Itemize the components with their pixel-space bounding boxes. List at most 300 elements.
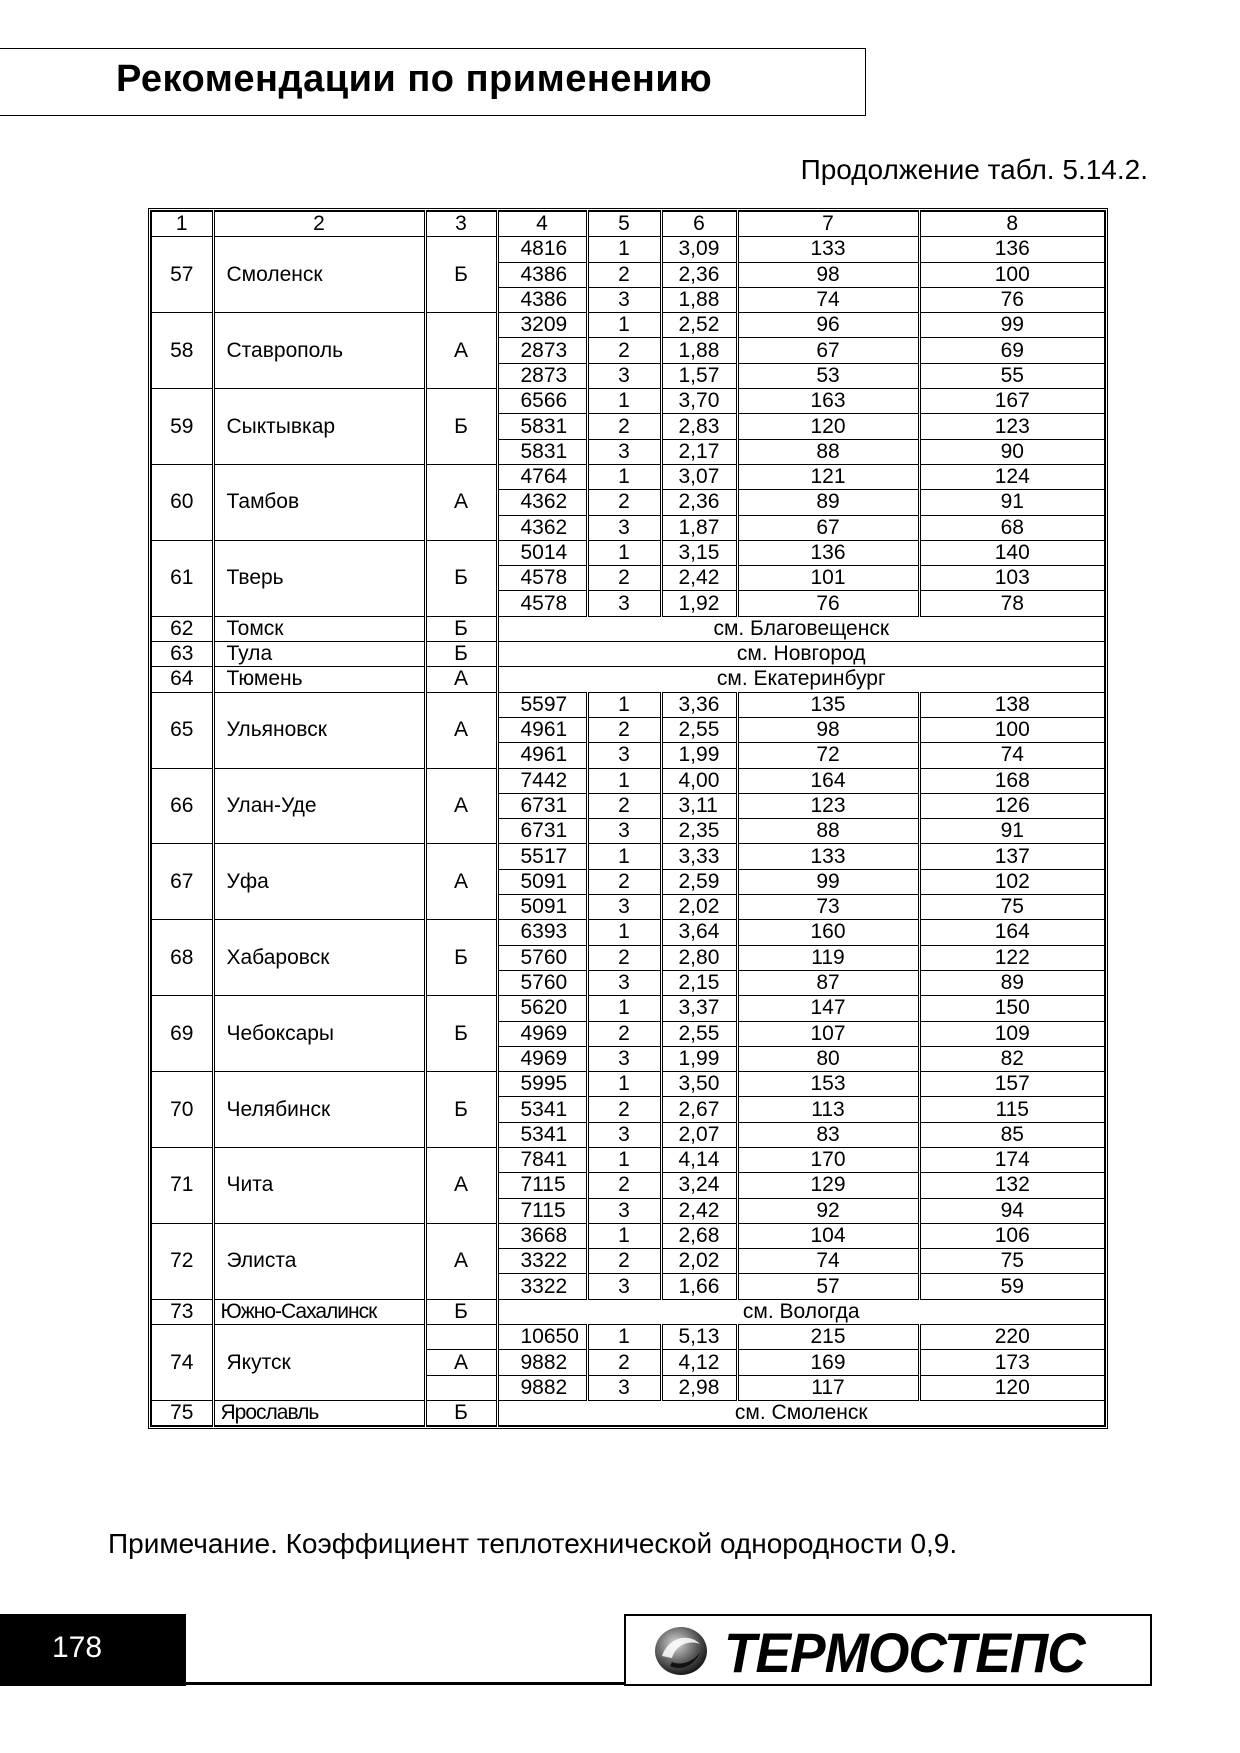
resistance-cell: 3,33 xyxy=(661,844,737,869)
thickness-b-cell: 122 xyxy=(919,945,1105,970)
resistance-cell: 3,09 xyxy=(661,237,737,262)
city-number: 57 xyxy=(151,237,213,313)
table-caption: Продолжение табл. 5.14.2. xyxy=(800,154,1148,185)
thickness-a-cell: 215 xyxy=(737,1325,919,1350)
degree-days-cell: 5995 xyxy=(497,1072,587,1097)
table-row xyxy=(151,1299,1105,1324)
climate-zone xyxy=(425,1325,497,1350)
city-name: Якутск xyxy=(213,1325,425,1401)
city-number: 61 xyxy=(151,540,213,616)
thickness-b-cell: 106 xyxy=(919,1223,1105,1248)
table-row xyxy=(151,616,1105,641)
page-title: Рекомендации по применению xyxy=(116,58,713,100)
thickness-b-cell: 126 xyxy=(919,793,1105,818)
thickness-a-cell: 117 xyxy=(737,1375,919,1400)
thickness-b-cell: 94 xyxy=(919,1198,1105,1223)
degree-days-cell: 9882 xyxy=(497,1375,587,1400)
resistance-cell: 2,80 xyxy=(661,945,737,970)
climate-zone: А xyxy=(425,1223,497,1299)
variant-cell: 3 xyxy=(587,743,661,768)
variant-cell: 3 xyxy=(587,287,661,312)
thickness-a-cell: 123 xyxy=(737,793,919,818)
brand-logo xyxy=(624,1614,1152,1686)
table-row xyxy=(151,667,1105,692)
thickness-a-cell: 89 xyxy=(737,490,919,515)
degree-days-cell: 4961 xyxy=(497,743,587,768)
reference-cell: см. Благовещенск xyxy=(497,616,1105,641)
variant-cell: 1 xyxy=(587,996,661,1021)
climate-zone: Б xyxy=(425,616,497,641)
table-row xyxy=(151,768,1105,793)
degree-days-cell: 3322 xyxy=(497,1274,587,1299)
degree-days-cell: 5760 xyxy=(497,970,587,995)
thickness-b-cell: 167 xyxy=(919,389,1105,414)
resistance-cell: 2,42 xyxy=(661,566,737,591)
city-name: Ставрополь xyxy=(213,313,425,389)
thickness-a-cell: 98 xyxy=(737,262,919,287)
city-name: Ярославль xyxy=(213,1400,425,1426)
variant-cell: 2 xyxy=(587,793,661,818)
degree-days-cell: 5091 xyxy=(497,869,587,894)
resistance-cell: 3,50 xyxy=(661,1072,737,1097)
city-number: 73 xyxy=(151,1299,213,1324)
thickness-a-cell: 101 xyxy=(737,566,919,591)
variant-cell: 1 xyxy=(587,313,661,338)
col-header: 5 xyxy=(587,211,661,237)
resistance-cell: 2,52 xyxy=(661,313,737,338)
resistance-cell: 1,57 xyxy=(661,363,737,388)
degree-days-cell: 6393 xyxy=(497,920,587,945)
degree-days-cell: 7115 xyxy=(497,1198,587,1223)
thickness-a-cell: 87 xyxy=(737,970,919,995)
thickness-a-cell: 129 xyxy=(737,1173,919,1198)
city-name: Южно-Сахалинск xyxy=(213,1299,425,1324)
resistance-cell: 3,15 xyxy=(661,540,737,565)
brand-mark-icon xyxy=(654,1626,708,1676)
thickness-a-cell: 76 xyxy=(737,591,919,616)
resistance-cell: 2,55 xyxy=(661,717,737,742)
variant-cell: 1 xyxy=(587,692,661,717)
thickness-b-cell: 109 xyxy=(919,1021,1105,1046)
resistance-cell: 3,64 xyxy=(661,920,737,945)
degree-days-cell: 5760 xyxy=(497,945,587,970)
city-number: 67 xyxy=(151,844,213,920)
thickness-b-cell: 74 xyxy=(919,743,1105,768)
table-note: Примечание. Коэффициент теплотехнической однородности 0,9. xyxy=(108,1528,958,1559)
thickness-a-cell: 120 xyxy=(737,414,919,439)
thickness-b-cell: 76 xyxy=(919,287,1105,312)
variant-cell: 2 xyxy=(587,566,661,591)
city-number: 71 xyxy=(151,1147,213,1223)
thickness-b-cell: 59 xyxy=(919,1274,1105,1299)
variant-cell: 1 xyxy=(587,540,661,565)
variant-cell: 1 xyxy=(587,1325,661,1350)
variant-cell: 2 xyxy=(587,262,661,287)
degree-days-cell: 6731 xyxy=(497,793,587,818)
city-name: Чебоксары xyxy=(213,996,425,1072)
table-row xyxy=(151,1072,1105,1097)
table-row xyxy=(151,540,1105,565)
table-row xyxy=(151,844,1105,869)
city-name: Томск xyxy=(213,616,425,641)
reference-cell: см. Смоленск xyxy=(497,1400,1105,1426)
resistance-cell: 2,36 xyxy=(661,490,737,515)
degree-days-cell: 5597 xyxy=(497,692,587,717)
thickness-b-cell: 137 xyxy=(919,844,1105,869)
variant-cell: 3 xyxy=(587,1198,661,1223)
thickness-b-cell: 75 xyxy=(919,895,1105,920)
resistance-cell: 3,24 xyxy=(661,1173,737,1198)
city-name: Чита xyxy=(213,1147,425,1223)
variant-cell: 2 xyxy=(587,1097,661,1122)
degree-days-cell: 2873 xyxy=(497,338,587,363)
table-body xyxy=(151,237,1105,1426)
thickness-a-cell: 133 xyxy=(737,237,919,262)
thickness-b-cell: 132 xyxy=(919,1173,1105,1198)
thickness-b-cell: 102 xyxy=(919,869,1105,894)
thickness-a-cell: 92 xyxy=(737,1198,919,1223)
degree-days-cell: 7442 xyxy=(497,768,587,793)
variant-cell: 1 xyxy=(587,768,661,793)
city-number: 60 xyxy=(151,464,213,540)
variant-cell: 2 xyxy=(587,338,661,363)
variant-cell: 3 xyxy=(587,1122,661,1147)
variant-cell: 3 xyxy=(587,1375,661,1400)
table-row xyxy=(151,642,1105,667)
thickness-a-cell: 164 xyxy=(737,768,919,793)
climate-zone: А xyxy=(425,667,497,692)
table-row xyxy=(151,237,1105,262)
city-name: Тамбов xyxy=(213,464,425,540)
city-number: 66 xyxy=(151,768,213,844)
thickness-b-cell: 174 xyxy=(919,1147,1105,1172)
resistance-cell: 2,42 xyxy=(661,1198,737,1223)
resistance-cell: 2,55 xyxy=(661,1021,737,1046)
thickness-b-cell: 115 xyxy=(919,1097,1105,1122)
variant-cell: 2 xyxy=(587,1173,661,1198)
variant-cell: 1 xyxy=(587,1147,661,1172)
degree-days-cell: 4961 xyxy=(497,717,587,742)
variant-cell: 3 xyxy=(587,591,661,616)
city-name: Тула xyxy=(213,642,425,667)
thickness-b-cell: 157 xyxy=(919,1072,1105,1097)
thickness-b-cell: 85 xyxy=(919,1122,1105,1147)
variant-cell: 2 xyxy=(587,869,661,894)
degree-days-cell: 10650 xyxy=(497,1325,587,1350)
climate-zone: Б xyxy=(425,920,497,996)
climate-zone: А xyxy=(425,1350,497,1375)
climate-zone: Б xyxy=(425,389,497,465)
col-header: 3 xyxy=(425,211,497,237)
resistance-cell: 1,88 xyxy=(661,287,737,312)
degree-days-cell: 4969 xyxy=(497,1021,587,1046)
thickness-b-cell: 123 xyxy=(919,414,1105,439)
variant-cell: 3 xyxy=(587,895,661,920)
city-name: Уфа xyxy=(213,844,425,920)
variant-cell: 2 xyxy=(587,414,661,439)
thickness-a-cell: 57 xyxy=(737,1274,919,1299)
thickness-a-cell: 72 xyxy=(737,743,919,768)
thickness-a-cell: 170 xyxy=(737,1147,919,1172)
thickness-b-cell: 136 xyxy=(919,237,1105,262)
thickness-b-cell: 78 xyxy=(919,591,1105,616)
brand-name: ТЕРМОСТЕПС xyxy=(724,1621,1085,1684)
climate-zone: А xyxy=(425,692,497,768)
thickness-a-cell: 88 xyxy=(737,819,919,844)
climate-zone: Б xyxy=(425,540,497,616)
thickness-a-cell: 88 xyxy=(737,439,919,464)
city-number: 62 xyxy=(151,616,213,641)
resistance-cell: 5,13 xyxy=(661,1325,737,1350)
col-header: 2 xyxy=(213,211,425,237)
city-number: 75 xyxy=(151,1400,213,1426)
col-header: 6 xyxy=(661,211,737,237)
degree-days-cell: 5091 xyxy=(497,895,587,920)
reference-cell: см. Екатеринбург xyxy=(497,667,1105,692)
thickness-a-cell: 99 xyxy=(737,869,919,894)
thickness-a-cell: 160 xyxy=(737,920,919,945)
table-row xyxy=(151,1325,1105,1350)
resistance-cell: 2,07 xyxy=(661,1122,737,1147)
resistance-cell: 1,88 xyxy=(661,338,737,363)
degree-days-cell: 4578 xyxy=(497,566,587,591)
variant-cell: 1 xyxy=(587,844,661,869)
city-name: Смоленск xyxy=(213,237,425,313)
thickness-b-cell: 99 xyxy=(919,313,1105,338)
variant-cell: 2 xyxy=(587,945,661,970)
thickness-b-cell: 150 xyxy=(919,996,1105,1021)
city-name: Челябинск xyxy=(213,1072,425,1148)
thickness-a-cell: 135 xyxy=(737,692,919,717)
thickness-a-cell: 98 xyxy=(737,717,919,742)
thickness-b-cell: 90 xyxy=(919,439,1105,464)
climate-zone: А xyxy=(425,768,497,844)
degree-days-cell: 7115 xyxy=(497,1173,587,1198)
city-name: Улан-Уде xyxy=(213,768,425,844)
climate-zone: А xyxy=(425,844,497,920)
variant-cell: 1 xyxy=(587,1072,661,1097)
degree-days-cell: 4362 xyxy=(497,490,587,515)
thickness-b-cell: 103 xyxy=(919,566,1105,591)
city-name: Элиста xyxy=(213,1223,425,1299)
resistance-cell: 3,36 xyxy=(661,692,737,717)
resistance-cell: 2,83 xyxy=(661,414,737,439)
thickness-b-cell: 100 xyxy=(919,717,1105,742)
col-header: 7 xyxy=(737,211,919,237)
city-name: Сыктывкар xyxy=(213,389,425,465)
thickness-b-cell: 138 xyxy=(919,692,1105,717)
resistance-cell: 3,11 xyxy=(661,793,737,818)
climate-data-table xyxy=(150,210,1106,1427)
degree-days-cell: 5517 xyxy=(497,844,587,869)
variant-cell: 2 xyxy=(587,1249,661,1274)
resistance-cell: 2,35 xyxy=(661,819,737,844)
thickness-b-cell: 140 xyxy=(919,540,1105,565)
thickness-a-cell: 67 xyxy=(737,515,919,540)
city-number: 68 xyxy=(151,920,213,996)
resistance-cell: 2,17 xyxy=(661,439,737,464)
reference-cell: см. Вологда xyxy=(497,1299,1105,1324)
thickness-b-cell: 55 xyxy=(919,363,1105,388)
thickness-b-cell: 91 xyxy=(919,819,1105,844)
col-header: 4 xyxy=(497,211,587,237)
city-number: 70 xyxy=(151,1072,213,1148)
resistance-cell: 1,92 xyxy=(661,591,737,616)
city-name: Тюмень xyxy=(213,667,425,692)
city-name: Ульяновск xyxy=(213,692,425,768)
degree-days-cell: 5831 xyxy=(497,439,587,464)
thickness-b-cell: 100 xyxy=(919,262,1105,287)
thickness-a-cell: 83 xyxy=(737,1122,919,1147)
variant-cell: 1 xyxy=(587,1223,661,1248)
variant-cell: 1 xyxy=(587,464,661,489)
col-header: 1 xyxy=(151,211,213,237)
variant-cell: 3 xyxy=(587,439,661,464)
resistance-cell: 2,67 xyxy=(661,1097,737,1122)
resistance-cell: 1,87 xyxy=(661,515,737,540)
thickness-a-cell: 80 xyxy=(737,1046,919,1071)
thickness-b-cell: 164 xyxy=(919,920,1105,945)
thickness-b-cell: 124 xyxy=(919,464,1105,489)
resistance-cell: 4,12 xyxy=(661,1350,737,1375)
resistance-cell: 2,68 xyxy=(661,1223,737,1248)
table-row xyxy=(151,389,1105,414)
city-number: 65 xyxy=(151,692,213,768)
data-table-wrapper xyxy=(150,210,1104,1427)
thickness-b-cell: 173 xyxy=(919,1350,1105,1375)
degree-days-cell: 4578 xyxy=(497,591,587,616)
thickness-a-cell: 153 xyxy=(737,1072,919,1097)
climate-zone: Б xyxy=(425,1072,497,1148)
degree-days-cell: 4362 xyxy=(497,515,587,540)
degree-days-cell: 3668 xyxy=(497,1223,587,1248)
climate-zone: Б xyxy=(425,642,497,667)
table-row xyxy=(151,920,1105,945)
resistance-cell: 4,00 xyxy=(661,768,737,793)
thickness-a-cell: 96 xyxy=(737,313,919,338)
climate-zone: Б xyxy=(425,996,497,1072)
page-number-box xyxy=(0,1614,186,1686)
variant-cell: 3 xyxy=(587,363,661,388)
climate-zone: Б xyxy=(425,1400,497,1426)
variant-cell: 2 xyxy=(587,490,661,515)
city-number: 64 xyxy=(151,667,213,692)
resistance-cell: 1,99 xyxy=(661,743,737,768)
table-row xyxy=(151,692,1105,717)
thickness-a-cell: 113 xyxy=(737,1097,919,1122)
variant-cell: 2 xyxy=(587,717,661,742)
city-number: 58 xyxy=(151,313,213,389)
city-number: 74 xyxy=(151,1325,213,1401)
climate-zone: Б xyxy=(425,237,497,313)
table-row xyxy=(151,313,1105,338)
thickness-a-cell: 74 xyxy=(737,1249,919,1274)
thickness-b-cell: 168 xyxy=(919,768,1105,793)
resistance-cell: 2,98 xyxy=(661,1375,737,1400)
climate-zone: А xyxy=(425,313,497,389)
degree-days-cell: 6731 xyxy=(497,819,587,844)
variant-cell: 3 xyxy=(587,1046,661,1071)
thickness-a-cell: 74 xyxy=(737,287,919,312)
thickness-b-cell: 91 xyxy=(919,490,1105,515)
thickness-a-cell: 147 xyxy=(737,996,919,1021)
resistance-cell: 2,02 xyxy=(661,1249,737,1274)
page-number: 178 xyxy=(52,1631,103,1664)
variant-cell: 2 xyxy=(587,1021,661,1046)
degree-days-cell: 5341 xyxy=(497,1122,587,1147)
city-name: Хабаровск xyxy=(213,920,425,996)
variant-cell: 2 xyxy=(587,1350,661,1375)
city-number: 59 xyxy=(151,389,213,465)
degree-days-cell: 2873 xyxy=(497,363,587,388)
thickness-a-cell: 73 xyxy=(737,895,919,920)
table-row xyxy=(151,1223,1105,1248)
degree-days-cell: 4386 xyxy=(497,262,587,287)
resistance-cell: 3,07 xyxy=(661,464,737,489)
thickness-a-cell: 163 xyxy=(737,389,919,414)
thickness-b-cell: 69 xyxy=(919,338,1105,363)
thickness-b-cell: 68 xyxy=(919,515,1105,540)
variant-cell: 3 xyxy=(587,515,661,540)
table-row xyxy=(151,996,1105,1021)
table-row xyxy=(151,464,1105,489)
climate-zone: Б xyxy=(425,1299,497,1324)
thickness-b-cell: 89 xyxy=(919,970,1105,995)
thickness-b-cell: 120 xyxy=(919,1375,1105,1400)
degree-days-cell: 5014 xyxy=(497,540,587,565)
degree-days-cell: 4969 xyxy=(497,1046,587,1071)
thickness-b-cell: 82 xyxy=(919,1046,1105,1071)
variant-cell: 3 xyxy=(587,819,661,844)
climate-zone: А xyxy=(425,464,497,540)
variant-cell: 1 xyxy=(587,389,661,414)
climate-zone xyxy=(425,1375,497,1400)
thickness-a-cell: 119 xyxy=(737,945,919,970)
thickness-b-cell: 75 xyxy=(919,1249,1105,1274)
resistance-cell: 3,70 xyxy=(661,389,737,414)
resistance-cell: 4,14 xyxy=(661,1147,737,1172)
resistance-cell: 2,15 xyxy=(661,970,737,995)
thickness-a-cell: 133 xyxy=(737,844,919,869)
resistance-cell: 3,37 xyxy=(661,996,737,1021)
degree-days-cell: 3322 xyxy=(497,1249,587,1274)
degree-days-cell: 5620 xyxy=(497,996,587,1021)
thickness-a-cell: 169 xyxy=(737,1350,919,1375)
resistance-cell: 1,66 xyxy=(661,1274,737,1299)
thickness-a-cell: 136 xyxy=(737,540,919,565)
degree-days-cell: 4386 xyxy=(497,287,587,312)
city-number: 63 xyxy=(151,642,213,667)
table-row xyxy=(151,1147,1105,1172)
climate-zone: А xyxy=(425,1147,497,1223)
degree-days-cell: 6566 xyxy=(497,389,587,414)
degree-days-cell: 4816 xyxy=(497,237,587,262)
degree-days-cell: 4764 xyxy=(497,464,587,489)
resistance-cell: 1,99 xyxy=(661,1046,737,1071)
thickness-b-cell: 220 xyxy=(919,1325,1105,1350)
variant-cell: 1 xyxy=(587,920,661,945)
variant-cell: 3 xyxy=(587,1274,661,1299)
variant-cell: 3 xyxy=(587,970,661,995)
degree-days-cell: 9882 xyxy=(497,1350,587,1375)
resistance-cell: 2,36 xyxy=(661,262,737,287)
degree-days-cell: 7841 xyxy=(497,1147,587,1172)
resistance-cell: 2,59 xyxy=(661,869,737,894)
thickness-a-cell: 53 xyxy=(737,363,919,388)
thickness-a-cell: 107 xyxy=(737,1021,919,1046)
table-header-row xyxy=(151,211,1105,237)
table-row xyxy=(151,1400,1105,1426)
